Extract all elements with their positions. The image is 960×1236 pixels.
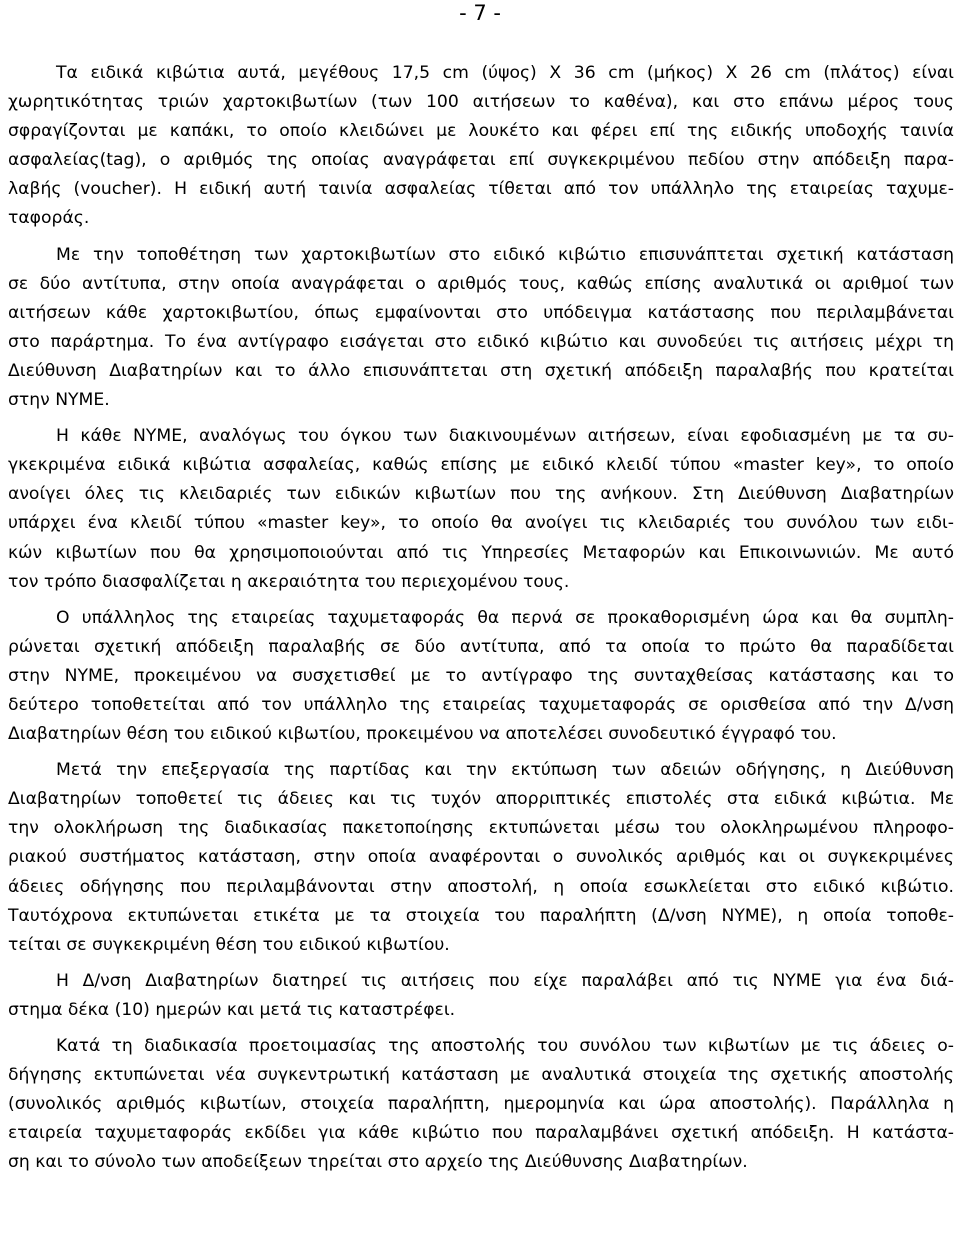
document-body bbox=[0, 59, 960, 1177]
text-line: Διεύθυνση Διαβατηρίων και το άλλο επισυνάπτεται στη σχετική απόδειξη παραλαβής που κρατείται bbox=[8, 360, 954, 381]
text-line: γκεκριμένα ειδικά κιβώτια ασφαλείας, καθώς επίσης με ειδικό κλειδί τύπου «master key», το οποίο bbox=[8, 455, 954, 476]
text-line: Τα ειδικά κιβώτια αυτά, μεγέθους 17,5 cm (ύψος) Χ 36 cm (μήκος) Χ 26 cm (πλάτος) είναι bbox=[56, 63, 954, 83]
text-line: λαβής (voucher). Η ειδική αυτή ταινία ασφαλείας τίθεται από τον υπάλληλο της εταιρείας ταχυμε- bbox=[8, 179, 954, 200]
paragraph bbox=[0, 241, 960, 416]
text-line: δεύτερο τοποθετείται από τον υπάλληλο της εταιρείας ταχυμεταφοράς σε ορισθείσα από την Δ/νση bbox=[8, 694, 954, 715]
text-line: Με την τοποθέτηση των χαρτοκιβωτίων στο ειδικό κιβώτιο επισυνάπτεται σχετική κατάσταση bbox=[56, 244, 954, 265]
text-line: υπάρχει ένα κλειδί τύπου «master key», το οποίο θα ανοίγει τις κλειδαριές του συνόλου των ειδι- bbox=[8, 513, 954, 534]
text-line: στην ΝΥΜΕ. bbox=[8, 390, 110, 411]
text-line: τείται σε συγκεκριμένη θέση του ειδικού κιβωτίου. bbox=[8, 934, 450, 955]
paragraph bbox=[0, 604, 960, 749]
text-line: στημα δέκα (10) ημερών και μετά τις καταστρέφει. bbox=[8, 999, 456, 1020]
text-line: Ταυτόχρονα εκτυπώνεται ετικέτα με τα στοιχεία του παραλήπτη (Δ/νση ΝΥΜΕ), η οποία τοποθε- bbox=[8, 905, 954, 926]
text-line: δήγησης εκτυπώνεται νέα συγκεντρωτική κατάσταση με αναλυτικά στοιχεία της σχετικής αποστολής bbox=[8, 1065, 954, 1086]
text-line: εταιρεία ταχυμεταφοράς εκδίδει για κάθε κιβώτιο που παραλαμβάνει σχετική απόδειξη. Η κατάστα- bbox=[8, 1123, 954, 1144]
text-line: αιτήσεων κάθε χαρτοκιβωτίου, όπως εμφαίνονται στο υπόδειγμα κατάστασης που περιλαμβάνεται bbox=[8, 302, 954, 323]
paragraph bbox=[0, 967, 960, 1025]
text-line: σφραγίζονται με καπάκι, το οποίο κλειδώνει με λουκέτο και φέρει επί της ειδικής υποδοχής ταινία bbox=[8, 121, 954, 142]
text-line: ταφοράς. bbox=[8, 208, 90, 229]
text-line: κών κιβωτίων που θα χρησιμοποιούνται από τις Υπηρεσίες Μεταφορών και Επικοινωνιών. Με αυτό bbox=[8, 542, 954, 563]
text-line: Κατά τη διαδικασία προετοιμασίας της αποστολής του συνόλου των κιβωτίων με τις άδειες ο- bbox=[56, 1036, 954, 1056]
text-line: στο παράρτημα. Το ένα αντίγραφο εισάγεται στο ειδικό κιβώτιο και συνοδεύει τις αιτήσεις μέχρι τη bbox=[8, 331, 954, 352]
text-line: στην ΝΥΜΕ, προκειμένου να συσχετισθεί με το αντίγραφο της συνταχθείσας κατάστασης και το bbox=[8, 665, 954, 686]
paragraph bbox=[0, 422, 960, 597]
text-line: ανοίγει όλες τις κλειδαριές των ειδικών κιβωτίων που της ανήκουν. Στη Διεύθυνση Διαβατηρίων bbox=[8, 484, 954, 505]
text-line: ρώνεται σχετική απόδειξη παραλαβής σε δύο αντίτυπα, από τα οποία το πρώτο θα παραδίδεται bbox=[8, 636, 954, 657]
paragraph bbox=[0, 1032, 960, 1177]
text-line: Διαβατηρίων τοποθετεί τις άδειες και τις τυχόν απορριπτικές επιστολές στα ειδικά κιβώτια. Με bbox=[8, 789, 954, 810]
paragraph bbox=[0, 756, 960, 960]
text-line: Διαβατηρίων θέση του ειδικού κιβωτίου, προκειμένου να αποτελέσει συνοδευτικό έγγραφό του. bbox=[8, 724, 837, 745]
text-line: ριακού συστήματος κατάσταση, στην οποία αναφέρονται ο συνολικός αριθμός και οι συγκεκριμένες bbox=[8, 847, 954, 868]
text-line: ασφαλείας(tag), ο αριθμός της οποίας αναγράφεται επί συγκεκριμένου πεδίου στην απόδειξη παρα- bbox=[8, 150, 954, 171]
page-number: - 7 - bbox=[459, 1, 501, 25]
text-line: Η Δ/νση Διαβατηρίων διατηρεί τις αιτήσεις που είχε παραλάβει από τις ΝΥΜΕ για ένα διά- bbox=[56, 970, 954, 991]
text-line: σε δύο αντίτυπα, στην οποία αναγράφεται ο αριθμός τους, καθώς επίσης αναλυτικά οι αριθμοί των bbox=[8, 273, 954, 294]
paragraph bbox=[0, 59, 960, 234]
text-line: (συνολικός αριθμός κιβωτίων, στοιχεία παραλήπτη, ημερομηνία και ώρα αποστολής). Παράλληλα η bbox=[8, 1094, 954, 1115]
text-line: Ο υπάλληλος της εταιρείας ταχυμεταφοράς θα περνά σε προκαθορισμένη ώρα και θα συμπλη- bbox=[56, 607, 954, 628]
text-line: άδειες οδήγησης που περιλαμβάνονται στην αποστολή, η οποία εσωκλείεται στο ειδικό κιβώτιο. bbox=[8, 876, 954, 897]
text-line: την ολοκλήρωση της διαδικασίας πακετοποίησης εκτυπώνεται μέσω του ολοκληρωμένου πληροφο- bbox=[8, 818, 954, 839]
text-line: Μετά την επεξεργασία της παρτίδας και την εκτύπωση των αδειών οδήγησης, η Διεύθυνση bbox=[56, 760, 954, 781]
text-line: τον τρόπο διασφαλίζεται η ακεραιότητα του περιεχομένου τους. bbox=[8, 571, 570, 592]
text-line: χωρητικότητας τριών χαρτοκιβωτίων (των 100 αιτήσεων το καθένα), και στο επάνω μέρος τους bbox=[8, 92, 954, 113]
text-line: ση και το σύνολο των αποδείξεων τηρείται στο αρχείο της Διεύθυνσης Διαβατηρίων. bbox=[8, 1152, 748, 1173]
text-line: Η κάθε ΝΥΜΕ, αναλόγως του όγκου των διακινουμένων αιτήσεων, είναι εφοδιασμένη με τα συ- bbox=[56, 426, 954, 447]
